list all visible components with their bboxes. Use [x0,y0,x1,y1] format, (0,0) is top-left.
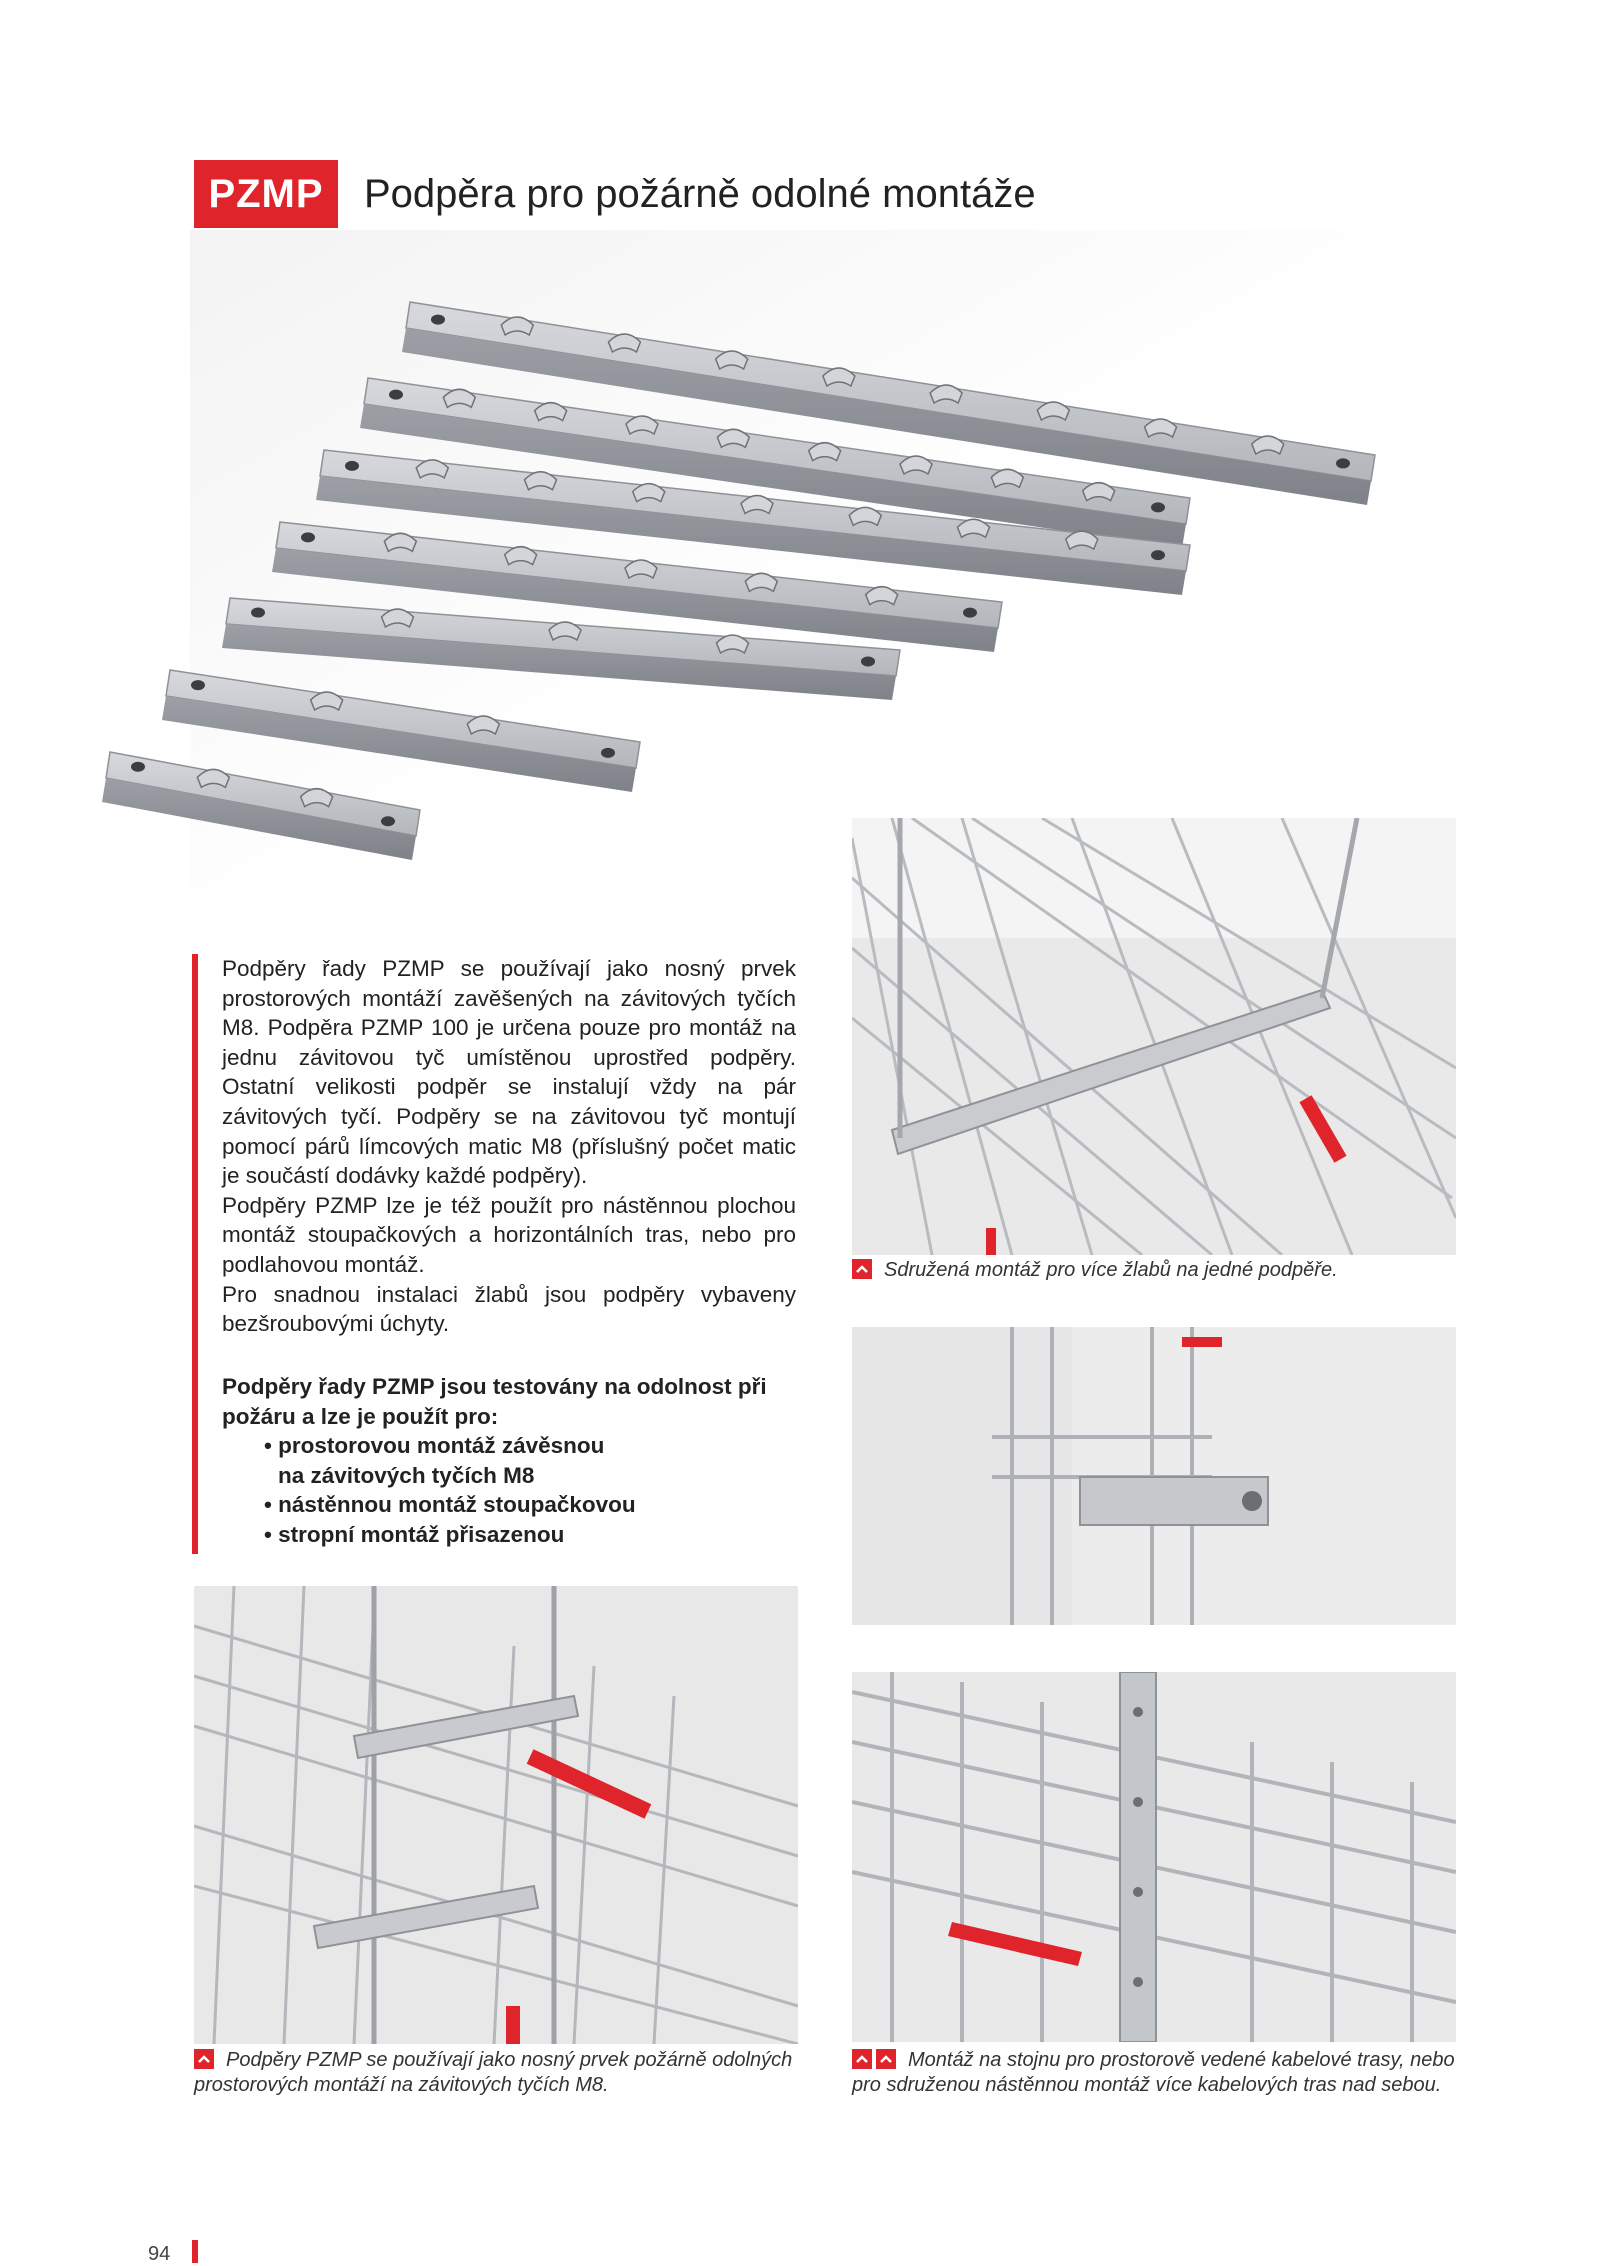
mounting-hole [1151,550,1165,560]
mounting-hole [251,608,265,618]
mounting-hole [1336,458,1350,468]
mounting-hole [431,315,445,325]
intro-accent-bar [192,954,198,1554]
intro-paragraph: Podpěry PZMP lze je též použít pro nástěnnou plochou montáž stoupačkových a horizontálních tras, nebo pro podlahovou montáž. [222,1192,796,1277]
photo-suspended-mount [194,1586,798,2044]
mounting-hole [345,461,359,471]
mounting-hole [381,816,395,826]
caret-up-icon [876,2049,896,2069]
intro-text [222,954,796,1339]
page-title: Podpěra pro požárně odolné montáže [364,172,1036,216]
photo-stand-mount [852,1672,1456,2042]
caret-up-icon [194,2049,214,2069]
usage-item: • prostorovou montáž závěsnou [264,1433,605,1459]
tested-usage-list [222,1431,822,1549]
tested-heading: Podpěry řady PZMP jsou testovány na odolnost při požáru a lze je použít pro: [222,1374,767,1429]
caption-support-use: Podpěry PZMP se používají jako nosný prvek požárně odolných prostorových montáží na závitových tyčích M8. [194,2049,793,2096]
mounting-hole [301,532,315,542]
usage-item: • nástěnnou montáž stoupačkovou [264,1492,636,1518]
hero-product-image [100,230,1400,920]
photo-wall-mount [852,1327,1456,1625]
mounting-hole [1151,502,1165,512]
usage-item: na závitových tyčích M8 [278,1462,535,1488]
mounting-hole [131,762,145,772]
intro-paragraph: Pro snadnou instalaci žlabů jsou podpěry vybaveny bezšroubovými úchyty. [222,1281,796,1337]
mounting-hole [191,680,205,690]
caret-up-icon [852,1259,872,1279]
page-number: 94 [148,2243,171,2265]
photo-shared-mount [852,818,1456,1255]
tested-usage-block [222,1372,822,1550]
mounting-hole [861,656,875,666]
intro-paragraph: Podpěry řady PZMP se používají jako nosný prvek prostorových montáží zavěšených na závitových tyčích M8. Podpěra PZMP 100 je určena pouze pro montáž na jednu závitovou tyč umístěnou uprostřed podpěry. Ostatní velikosti podpěr se instalují vždy na pár závitových tyčí. Podpěry se na závitovou tyč montují pomocí párů límcových matic M8 (příslušný počet matic je součástí dodávky každé podpěry). [222,956,796,1189]
caption-shared-mount: Sdružená montáž pro více žlabů na jedné podpěře. [852,1258,1456,1283]
caption-stand-mount: Montáž na stojnu pro prostorově vedené kabelové trasy, nebo pro sdruženou nástěnnou montáž více kabelových tras nad sebou. [852,2049,1455,2096]
product-code-badge: PZMP [194,160,338,228]
mounting-hole [389,390,403,400]
page-number-bar [192,2240,198,2263]
mounting-hole [963,608,977,618]
caret-up-icon [852,2049,872,2069]
mounting-hole [601,748,615,758]
usage-item: • stropní montáž přisazenou [264,1521,565,1547]
